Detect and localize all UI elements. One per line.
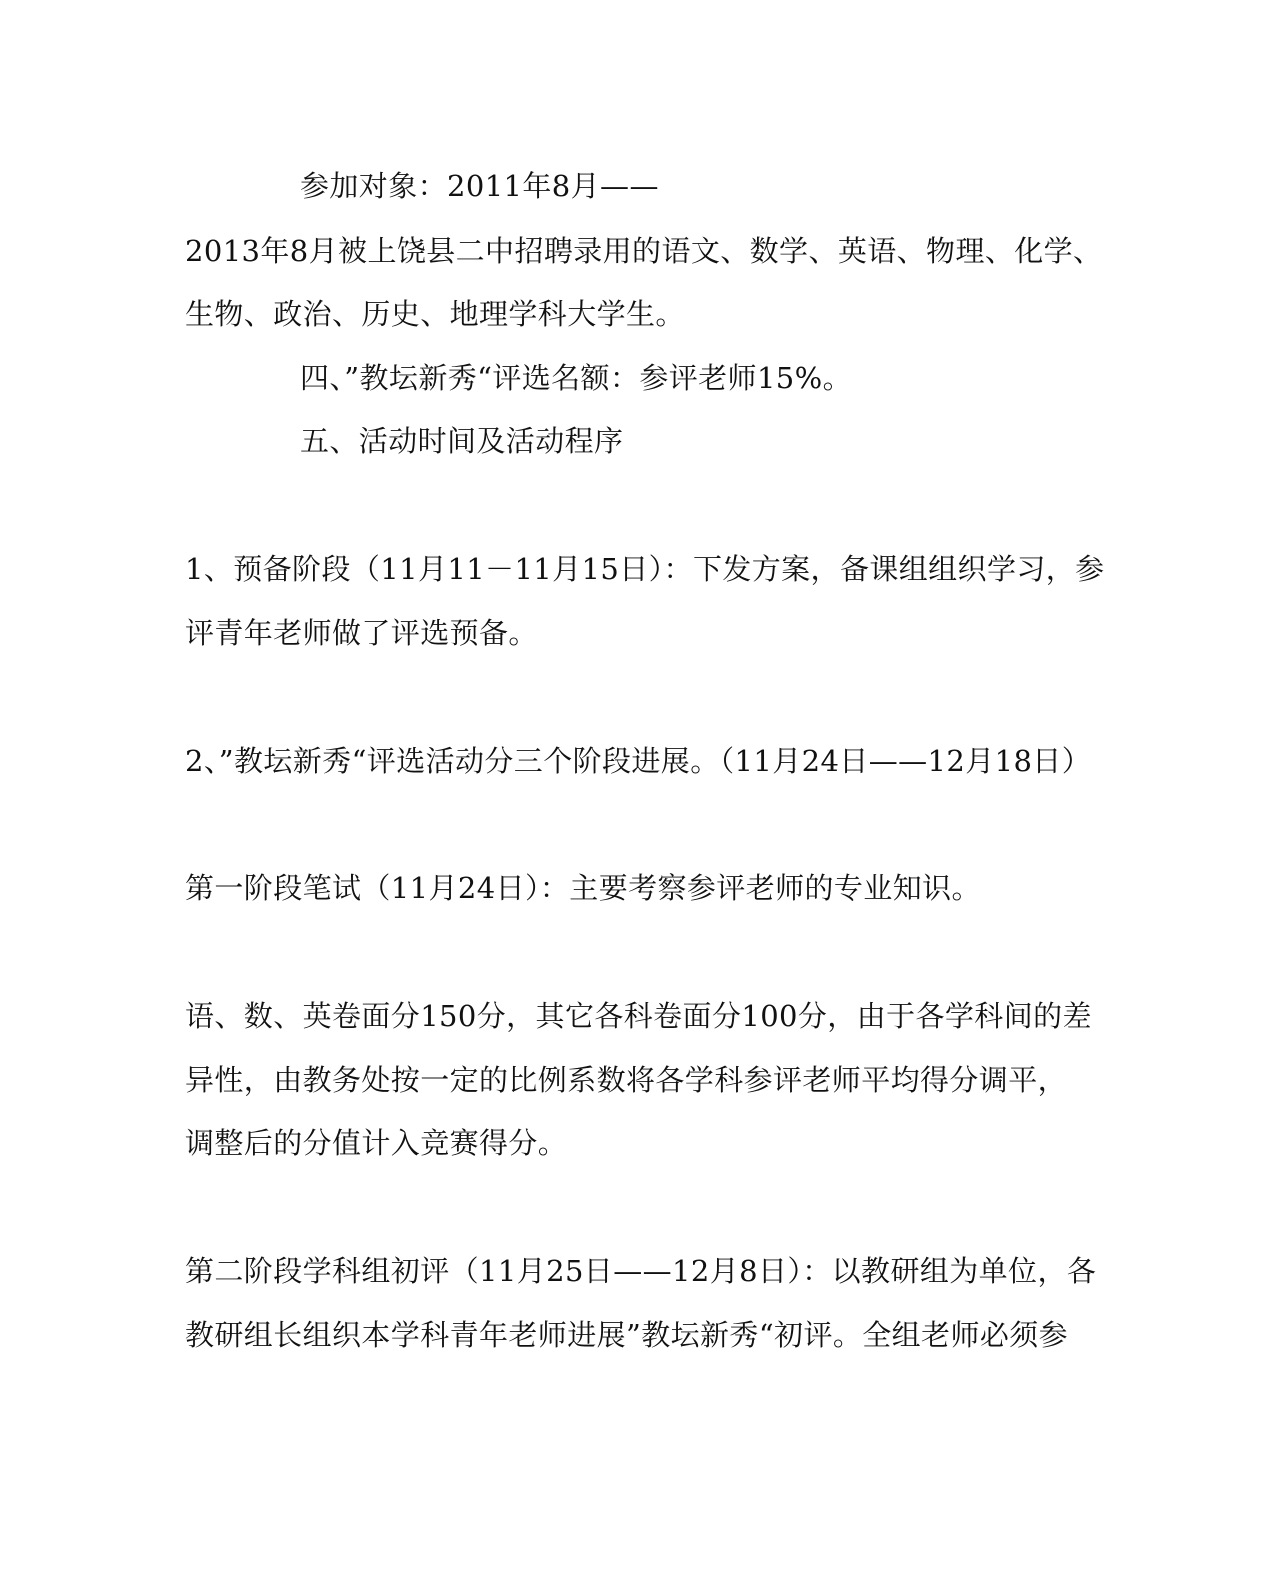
participants-line: 参加对象：2011年8月—— [300,169,659,203]
scoring-line-2: 异性，由教务处按一定的比例系数将各学科参评老师平均得分调平， [185,1063,1068,1097]
stage-two-line-2: 教研组长组织本学科青年老师进展”教坛新秀“初评。全组老师必须参 [185,1318,1069,1352]
participants-detail-line-1: 2013年8月被上饶县二中招聘录用的语文、数学、英语、物理、化学、 [185,234,1103,268]
stage-one-line: 第一阶段笔试（11月24日）：主要考察参评老师的专业知识。 [185,871,981,905]
scoring-line-1: 语、数、英卷面分150分，其它各科卷面分100分，由于各学科间的差 [185,999,1092,1033]
preparation-stage-line-1: 1、预备阶段（11月11－11月15日）：下发方案，备课组组织学习，参 [185,552,1105,586]
stage-two-line-1: 第二阶段学科组初评（11月25日——12月8日）：以教研组为单位，各 [185,1254,1097,1288]
preparation-stage-line-2: 评青年老师做了评选预备。 [185,616,538,650]
section-five-heading: 五、活动时间及活动程序 [300,424,624,458]
scoring-line-3: 调整后的分值计入竞赛得分。 [185,1126,568,1160]
three-stages-line: 2、”教坛新秀“评选活动分三个阶段进展。（11月24日——12月18日） [185,744,1092,778]
section-four-heading: 四、”教坛新秀“评选名额：参评老师15%。 [300,361,853,395]
participants-detail-line-2: 生物、政治、历史、地理学科大学生。 [185,297,685,331]
